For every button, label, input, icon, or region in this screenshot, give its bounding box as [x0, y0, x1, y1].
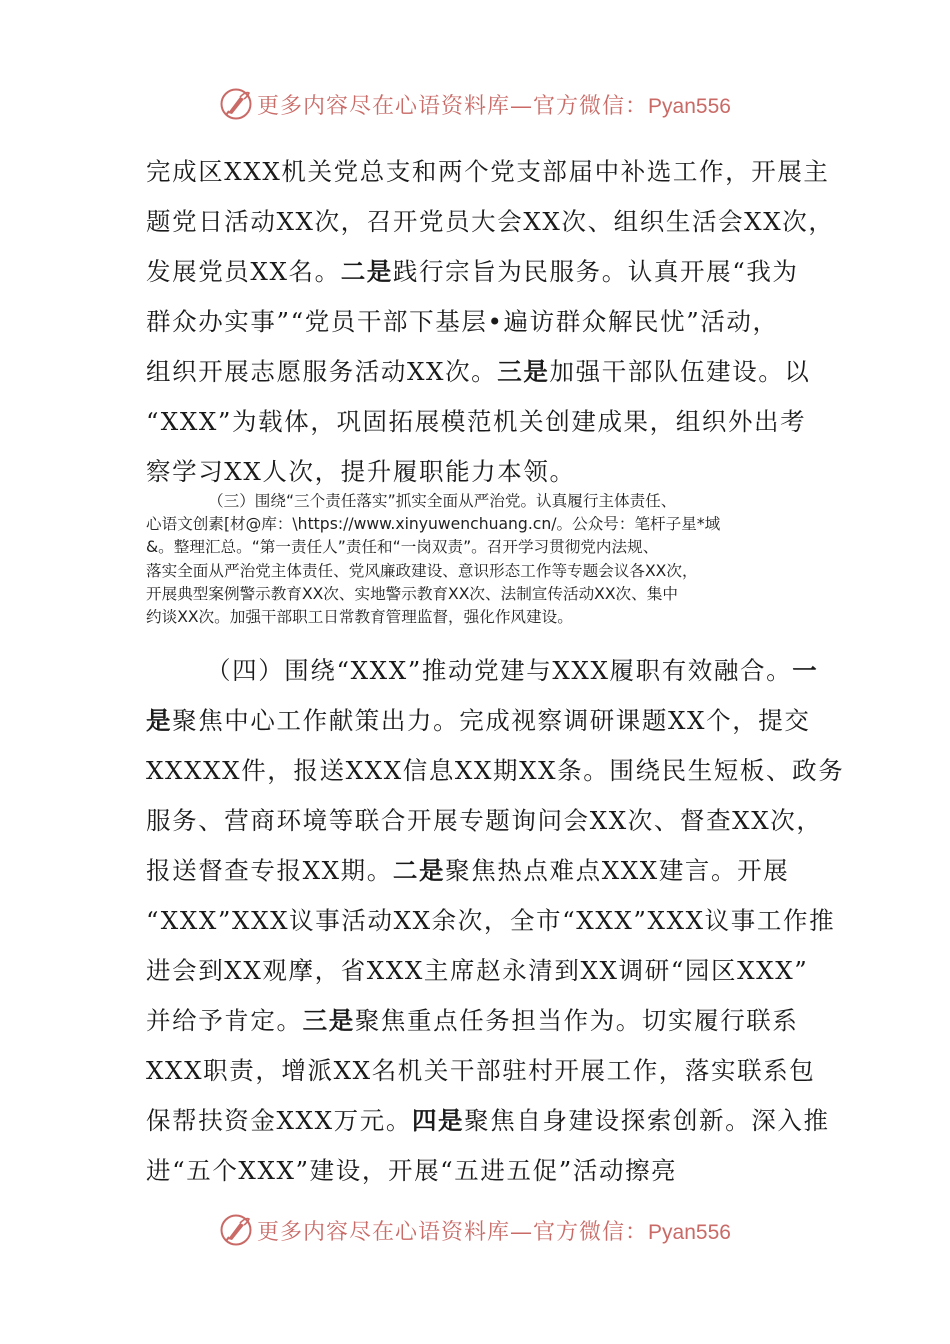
banner-text: 更多内容尽在心语资料库—官方微信：Pyan556	[257, 93, 731, 119]
text-line: 进“五个XXX”建设，开展“五进五促”活动擦亮	[146, 1156, 678, 1185]
text-line: （三）围绕“三个责任落实”抓实全面从严治党。认真履行主体责任、	[208, 492, 677, 510]
wechat-handle: Pyan556	[648, 1220, 731, 1244]
text-line: 群众办实事”“党员干部下基层•遍访群众解民忧”活动，	[146, 307, 779, 336]
wechat-handle: Pyan556	[648, 94, 731, 118]
quill-logo-icon	[219, 1213, 253, 1247]
text-line: 发展党员XX名。二是践行宗旨为民服务。认真开展“我为	[146, 257, 799, 286]
text-line: 组织开展志愿服务活动XX次。三是加强干部队伍建设。以	[146, 357, 811, 386]
emphasis-ordinal: 三是	[302, 1006, 355, 1035]
text-line: 开展典型案例警示教育XX次、实地警示教育XX次、法制宣传活动XX次、集中	[146, 584, 678, 603]
paragraph-integration	[146, 646, 845, 1196]
emphasis-ordinal: 二是	[392, 856, 446, 885]
text-line: “XXX”为载体，巩固拓展模范机关创建成果，组织外出考	[146, 407, 807, 436]
text-line: 约谈XX次。加强干部职工日常教育管理监督，强化作风建设。	[146, 607, 573, 626]
text-line: 报送督查专报XX期。二是聚焦热点难点XXX建言。开展	[146, 856, 790, 885]
text-line: 察学习XX人次，提升履职能力本领。	[146, 457, 576, 486]
banner-text: 更多内容尽在心语资料库—官方微信：Pyan556	[257, 1219, 731, 1245]
header-banner	[0, 84, 950, 124]
emphasis-ordinal: 一	[792, 656, 819, 685]
quill-logo-icon	[219, 87, 253, 121]
text-line: 服务、营商环境等联合开展专题询问会XX次、督查XX次，	[146, 806, 823, 835]
emphasis-ordinal: 三是	[497, 357, 550, 386]
text-line: 是聚焦中心工作献策出力。完成视察调研课题XX个，提交	[146, 706, 811, 735]
emphasis-ordinal: 二是	[340, 257, 393, 286]
text-line: &。整理汇总。“第一责任人”责任和“一岗双责”。召开学习贯彻党内法规、	[146, 538, 659, 557]
paragraph-responsibility	[146, 490, 816, 629]
paragraph-party-building	[146, 147, 835, 497]
footer-banner	[0, 1210, 950, 1250]
text-line: 心语文创素[材@库：\https://www.xinyuwenchuang.cn/。公众号：笔杆子星*域	[146, 515, 721, 534]
text-line: “XXX”XXX议事活动XX余次，全市“XXX”XXX议事工作推	[146, 906, 836, 935]
text-line: （四）围绕“XXX”推动党建与XXX履职有效融合。一	[206, 656, 819, 685]
text-line: 保帮扶资金XXX万元。四是聚焦自身建设探索创新。深入推	[146, 1106, 830, 1135]
text-line: XXXXX件，报送XXX信息XX期XX条。围绕民生短板、政务	[146, 756, 845, 785]
text-line: 题党日活动XX次，召开党员大会XX次、组织生活会XX次，	[146, 207, 835, 236]
text-line: 完成区XXX机关党总支和两个党支部届中补选工作，开展主	[146, 157, 830, 186]
emphasis-ordinal: 是	[146, 706, 173, 735]
text-line: 并给予肯定。三是聚焦重点任务担当作为。切实履行联系	[146, 1006, 799, 1035]
text-line: 落实全面从严治党主体责任、党风廉政建设、意识形态工作等专题会议各XX次，	[146, 561, 698, 580]
text-line: XXX职责，增派XX名机关干部驻村开展工作，落实联系包	[146, 1056, 816, 1085]
text-line: 进会到XX观摩，省XXX主席赵永清到XX调研“园区XXX”	[146, 956, 809, 985]
emphasis-ordinal: 四是	[411, 1106, 465, 1135]
